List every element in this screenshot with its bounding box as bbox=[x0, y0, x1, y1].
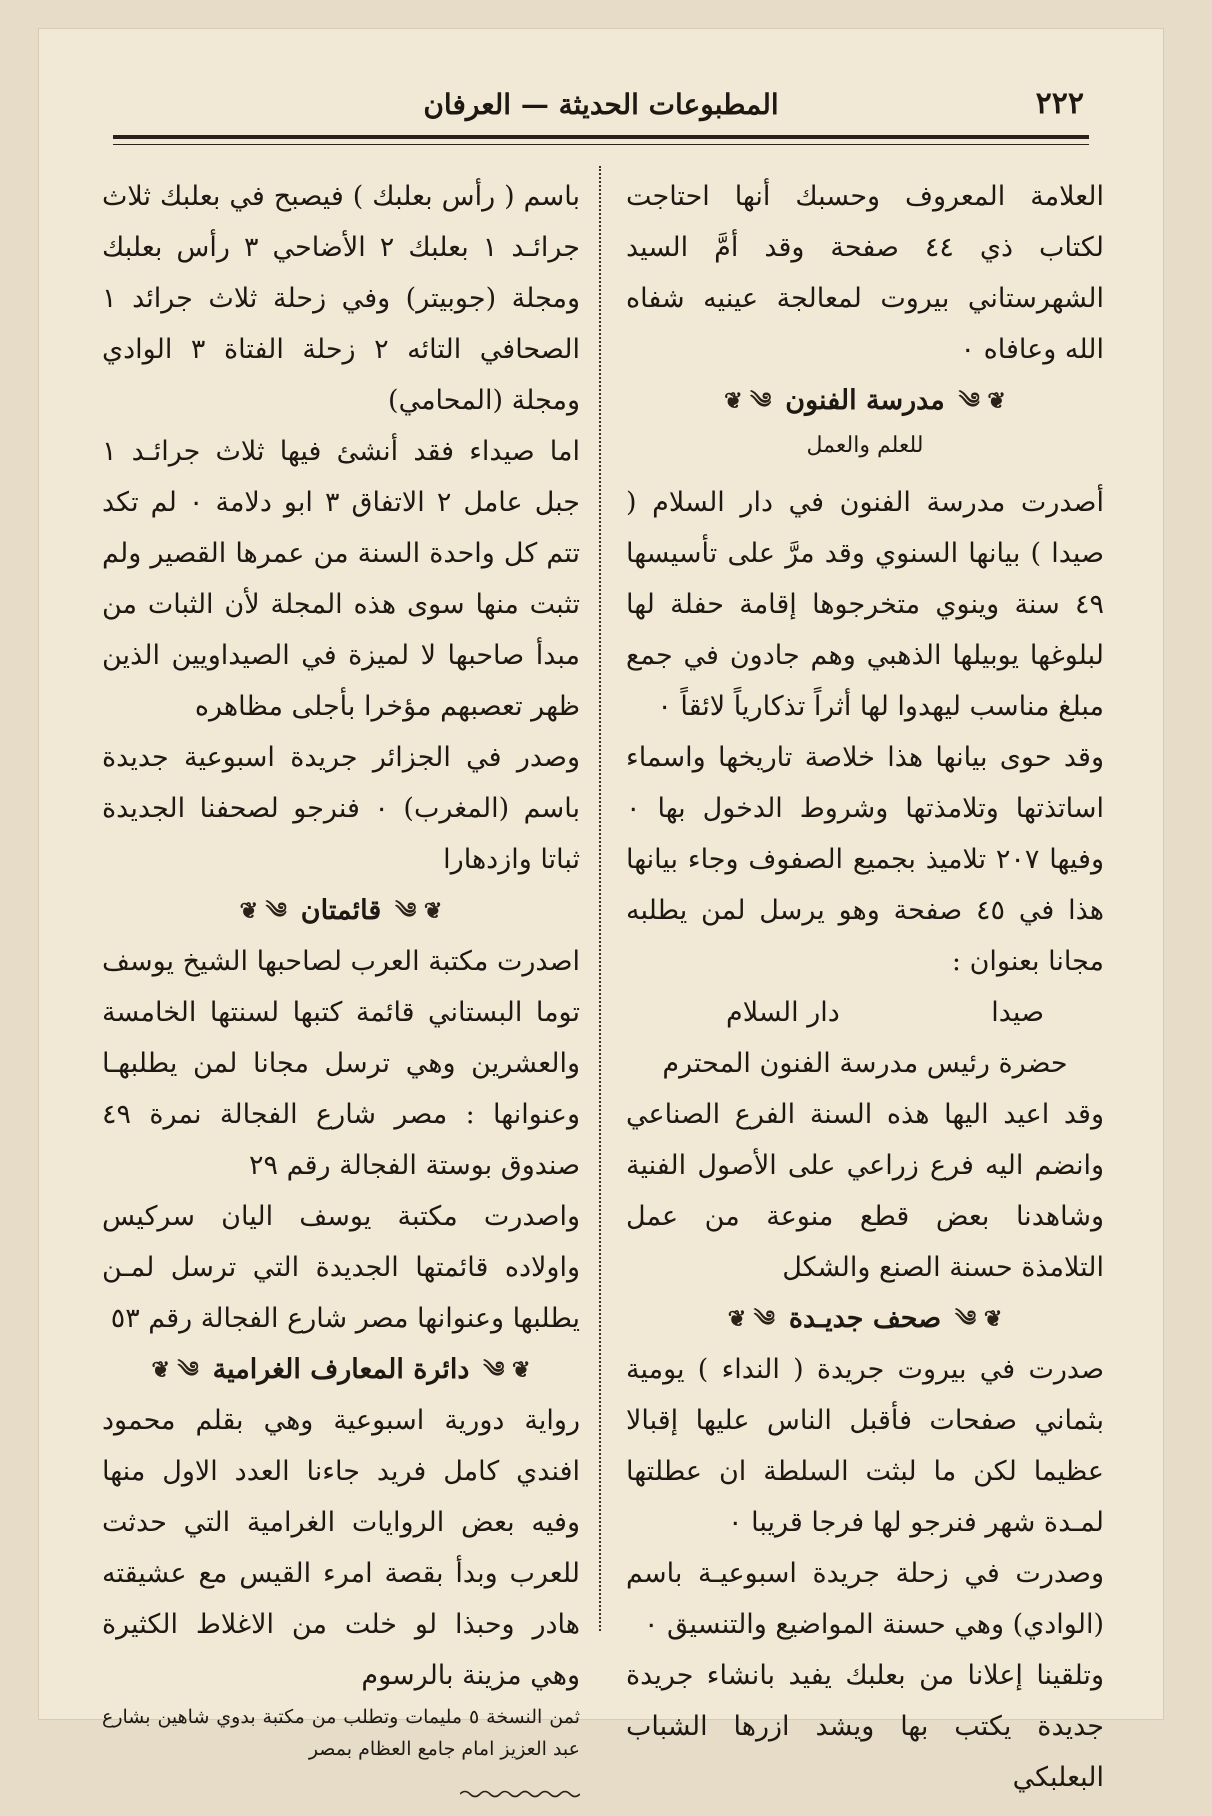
right-paragraph-3: وقد حوى بيانها هذا خلاصة تاريخها واسماء اساتذتها وتلامذتها وشروط الدخول بها ٠ وفيها ٢٠٧ تلاميذ بجميع الصفوف وجاء بيانها هذا في ٤٥ صفحة وهو يرسل لمن يطلبه مجانا بعنوان : bbox=[626, 742, 1104, 977]
header-rule bbox=[113, 135, 1089, 149]
left-price-note: ثمن النسخة ٥ مليمات وتطلب من مكتبة بدوي شاهين بشارع عبد العزيز امام جامع العظام بمصر bbox=[102, 1706, 580, 1760]
address-place: دار السلام bbox=[726, 997, 840, 1028]
document-page bbox=[38, 28, 1164, 1793]
heading-romance-encyclopedia bbox=[102, 1344, 580, 1395]
address-line bbox=[626, 987, 1104, 1038]
left-column bbox=[102, 171, 580, 1816]
running-title: المطبوعات الحديثة — العرفان bbox=[423, 87, 779, 121]
right-column bbox=[626, 171, 1104, 1803]
header-rule-thin bbox=[113, 144, 1089, 145]
ornament-icon: ❦ ༄ bbox=[955, 1305, 1003, 1332]
heading-text: صحف جديـدة bbox=[788, 1303, 942, 1334]
page-number: ٢٢٢ bbox=[1035, 86, 1084, 121]
ornament-icon: ༄ ❦ bbox=[151, 1356, 199, 1383]
right-paragraph-7: وصدرت في زحلة جريدة اسبوعيـة باسم (الوادي) وهي حسنة المواضيع والتنسيق ٠ bbox=[626, 1558, 1104, 1640]
address-city: صيدا bbox=[991, 997, 1044, 1028]
left-paragraph-1: باسم ( رأس بعلبك ) فيصبح في بعلبك ثلاث جرائـد ١ بعلبك ٢ الأضاحي ٣ رأس بعلبك ومجلة (جوبيتر) وفي زحلة ثلاث جرائد ١ الصحافي التائه ٢ زحلة الفتاة ٣ الوادي ومجلة (المحامي) bbox=[102, 181, 581, 416]
heading-subtitle: للعلم والعمل bbox=[806, 433, 924, 458]
ornament-icon: ❦ ༄ bbox=[958, 387, 1006, 414]
address-recipient: حضرة رئيس مدرسة الفنون المحترم bbox=[662, 1048, 1068, 1079]
header-rule-thick bbox=[113, 135, 1089, 139]
right-paragraph-5: وقد اعيد اليها هذه السنة الفرع الصناعي وانضم اليه فرع زراعي على الأصول الفنية وشاهدنا بعض قطع منوعة من عمل التلامذة حسنة الصنع والشكل bbox=[626, 1099, 1104, 1283]
right-paragraph-6: صدرت في بيروت جريدة ( النداء ) يومية بثماني صفحات فأقبل الناس عليها إقبالا عظيما لكن ما لبثت السلطة ان عطلتها لمـدة شهر فنرجو لها فرجا قريبا ٠ bbox=[626, 1354, 1104, 1538]
heading-madrasat-al-funun bbox=[626, 375, 1104, 426]
left-paragraph-5: واصدرت مكتبة يوسف اليان سركيس واولاده قائمتها الجديدة التي ترسل لمـن يطلبها وعنوانها مصر شارع الفجالة رقم ٥٣ bbox=[102, 1201, 580, 1334]
page-header bbox=[118, 80, 1084, 128]
heading-text: مدرسة الفنون bbox=[785, 385, 945, 416]
ornament-icon: ༄ ❦ bbox=[239, 897, 287, 924]
right-paragraph-1: العلامة المعروف وحسبك أنها احتاجت لكتاب ذي ٤٤ صفحة وقد أمَّ السيد الشهرستاني بيروت لمعالجة عينيه شفاه الله وعافاه ٠ bbox=[626, 181, 1104, 365]
heading-text: قائمتان bbox=[300, 895, 382, 926]
right-paragraph-8: وتلقينا إعلانا من بعلبك يفيد بانشاء جريدة جديدة يكتب بها ويشد ازرها الشباب البعلبكي bbox=[626, 1660, 1104, 1793]
ornament-icon: ༄ ❦ bbox=[727, 1305, 775, 1332]
column-divider bbox=[599, 166, 601, 1631]
ornament-icon: ❦ ༄ bbox=[483, 1356, 531, 1383]
left-paragraph-6: رواية دورية اسبوعية وهي بقلم محمود افندي كامل فريد جاءنا العدد الاول منها وفيه بعض الروايات الغرامية التي حدثت للعرب وبدأ بقصة امرء القيس مع عشيقته هادر وحبذا لو خلت من الاغلاط الكثيرة وهي مزينة بالرسوم bbox=[102, 1405, 580, 1691]
left-paragraph-2: اما صيداء فقد أنشئ فيها ثلاث جرائـد ١ جبل عامل ٢ الاتفاق ٣ ابو دلامة ٠ لم تكد تتم كل واحدة السنة من عمرها القصير ولم تثبت منها سوى هذه المجلة لأن الثبات من مبدأ صاحبها لا لميزة في الصيداويين الذين ظهر تعصبهم مؤخرا بأجلى مظاهره bbox=[102, 436, 580, 722]
left-paragraph-3: وصدر في الجزائر جريدة اسبوعية جديدة باسم (المغرب) ٠ فنرجو لصحفنا الجديدة ثباتا وازدهارا bbox=[102, 742, 581, 875]
heading-two-catalogues bbox=[102, 885, 580, 936]
ornament-icon: ༄ ❦ bbox=[724, 387, 772, 414]
heading-new-newspapers bbox=[626, 1293, 1104, 1344]
ornament-icon: ❦ ༄ bbox=[395, 897, 443, 924]
left-paragraph-4: اصدرت مكتبة العرب لصاحبها الشيخ يوسف توما البستاني قائمة كتبها لسنتها الخامسة والعشرين وهي ترسل مجانا لمن يطلبهـا وعنوانها : مصر شارع الفجالة نمرة ٤٩ صندوق بوستة الفجالة رقم ٢٩ bbox=[102, 946, 580, 1181]
end-wavy-rule bbox=[460, 1789, 580, 1799]
right-paragraph-2: أصدرت مدرسة الفنون في دار السلام ( صيدا ) بيانها السنوي وقد مرَّ على تأسيسها ٤٩ سنة وينوي متخرجوها إقامة حفلة لها لبلوغها يوبيلها الذهبي وهم جادون في جمع مبلغ مناسب ليهدوا لها أثراً تذكارياً لائقاً ٠ bbox=[626, 487, 1104, 722]
heading-text: دائرة المعارف الغرامية bbox=[212, 1354, 470, 1385]
